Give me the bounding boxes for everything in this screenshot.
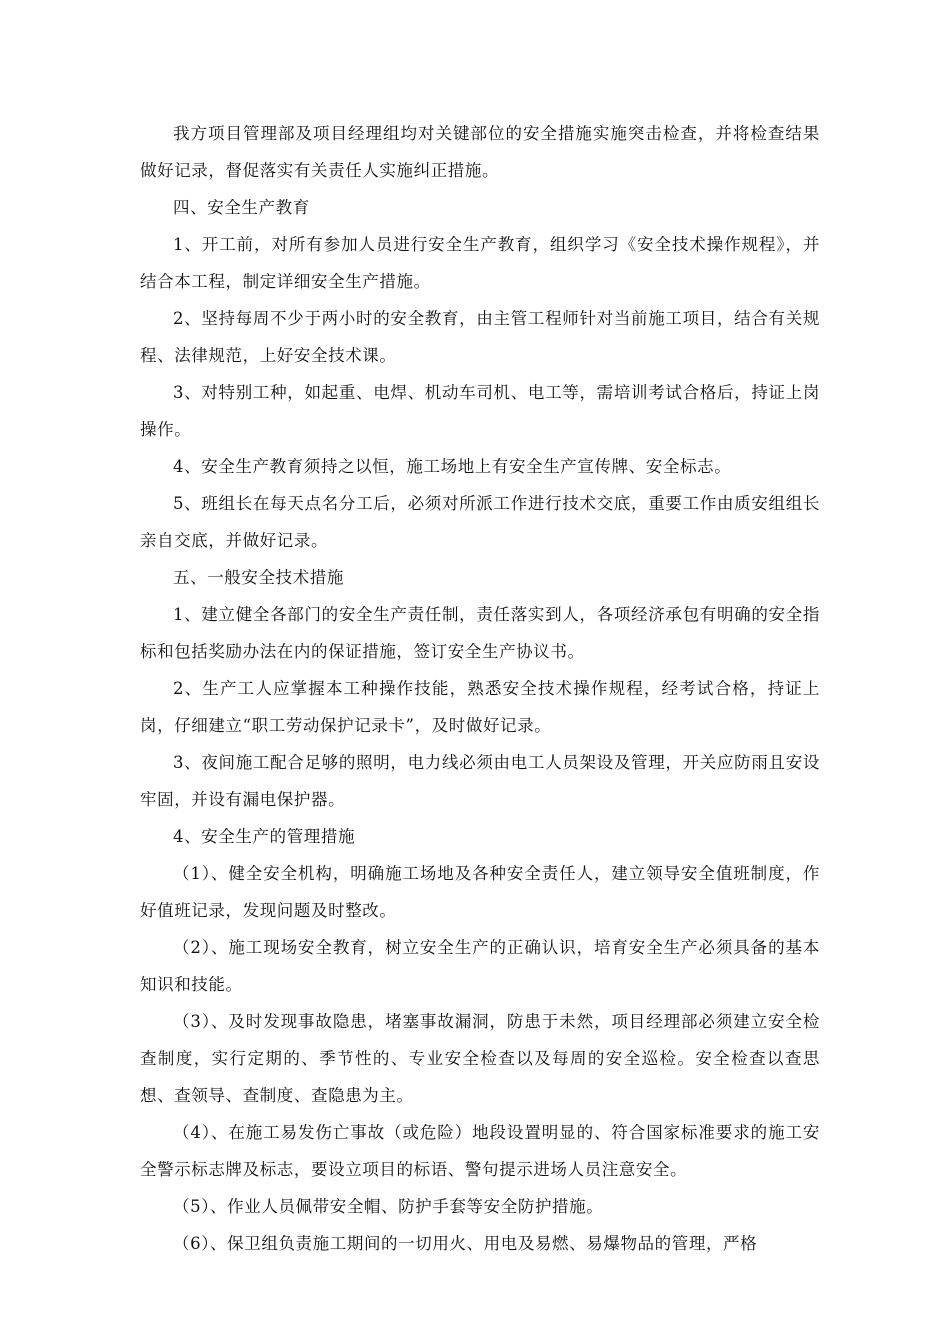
paragraph-measures-4: 4、安全生产的管理措施 <box>173 827 356 846</box>
paragraph-measures-2: 2、生产工人应掌握本工种操作技能，熟悉安全技术操作规程，经考试合格，持证上岗，仔细建立“职工劳动保护记录卡”，及时做好记录。 <box>140 679 820 735</box>
paragraph-education-3: 3、对特别工种，如起重、电焊、机动车司机、电工等，需培训考试合格后，持证上岗操作。 <box>140 383 820 439</box>
paragraph-measures-3: 3、夜间施工配合足够的照明，电力线必须由电工人员架设及管理，开关应防雨且安设牢固，并设有漏电保护器。 <box>140 753 820 809</box>
paragraph-management-2: （2）、施工现场安全教育，树立安全生产的正确认识，培育安全生产必须具备的基本知识和技能。 <box>140 938 820 994</box>
paragraph-management-1: （1）、健全安全机构，明确施工场地及各种安全责任人，建立领导安全值班制度，作好值班记录，发现问题及时整改。 <box>140 864 820 920</box>
document-page <box>140 115 820 1262</box>
paragraph-education-2: 2、坚持每周不少于两小时的安全教育，由主管工程师针对当前施工项目，结合有关规程、法律规范，上好安全技术课。 <box>140 309 820 365</box>
paragraph-management-3: （3）、及时发现事故隐患，堵塞事故漏洞，防患于未然，项目经理部必须建立安全检查制度，实行定期的、季节性的、专业安全检查以及每周的安全巡检。安全检查以查思想、查领导、查制度、查隐患为主。 <box>140 1012 820 1105</box>
paragraph-management-5: （5）、作业人员佩带安全帽、防护手套等安全防护措施。 <box>173 1197 604 1216</box>
paragraph-measures-1: 1、建立健全各部门的安全生产责任制，责任落实到人，各项经济承包有明确的安全指标和包括奖励办法在内的保证措施，签订安全生产协议书。 <box>140 605 820 661</box>
paragraph-inspection: 我方项目管理部及项目经理组均对关键部位的安全措施实施突击检查，并将检查结果做好记录，督促落实有关责任人实施纠正措施。 <box>140 124 820 180</box>
paragraph-management-6: （6）、保卫组负责施工期间的一切用火、用电及易燃、易爆物品的管理，严格 <box>173 1234 758 1253</box>
paragraph-management-4: （4）、在施工易发伤亡事故（或危险）地段设置明显的、符合国家标准要求的施工安全警示标志牌及标志，要设立项目的标语、警句提示进场人员注意安全。 <box>140 1123 820 1179</box>
section-heading-general-measures: 五、一般安全技术措施 <box>173 568 344 587</box>
paragraph-education-5: 5、班组长在每天点名分工后，必须对所派工作进行技术交底，重要工作由质安组组长亲自交底，并做好记录。 <box>140 494 820 550</box>
section-heading-safety-education: 四、安全生产教育 <box>173 198 310 217</box>
paragraph-education-1: 1、开工前，对所有参加人员进行安全生产教育，组织学习《安全技术操作规程》，并结合本工程，制定详细安全生产措施。 <box>140 235 820 291</box>
paragraph-education-4: 4、安全生产教育须持之以恒，施工场地上有安全生产宣传牌、安全标志。 <box>173 457 732 476</box>
